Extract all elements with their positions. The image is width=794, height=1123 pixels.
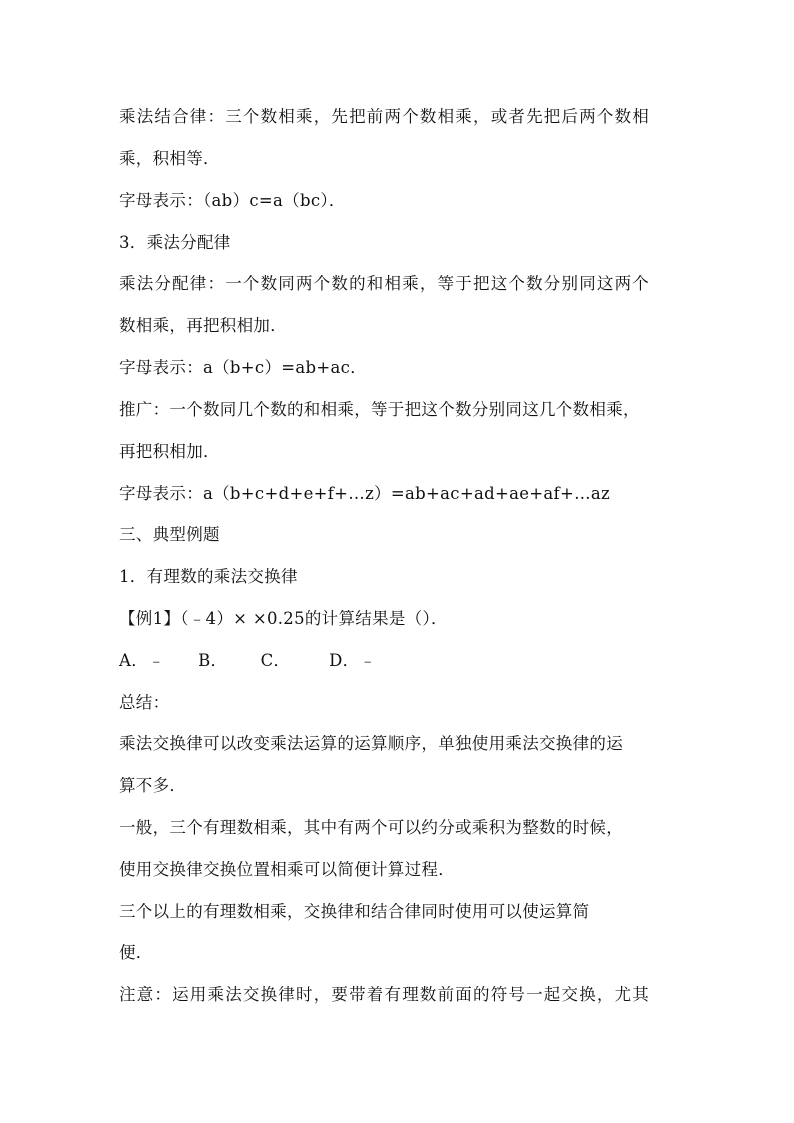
text-line-associative-law: 乘法结合律：三个数相乘，先把前两个数相乘，或者先把后两个数相 — [119, 107, 650, 126]
section-heading-examples: 三、典型例题 — [119, 525, 220, 544]
text-line-generalization-cont: 再把积相加． — [119, 442, 220, 461]
text-line-summary-3: 三个以上的有理数相乘，交换律和结合律同时使用可以使运算简 — [119, 902, 590, 921]
text-line-associative-law-cont: 乘，积相等． — [119, 149, 220, 168]
text-line-generalization-formula: 字母表示：a（b+c+d+e+f+…z）=ab+ac+ad+ae+af+…az — [119, 484, 610, 503]
text-line-distributive-formula: 字母表示：a（b+c）=ab+ac． — [119, 358, 367, 377]
text-line-distributive-law-cont: 数相乘，再把积相加． — [119, 316, 287, 335]
section-heading-distributive: 3．乘法分配律 — [119, 233, 231, 252]
text-line-summary-1: 乘法交换律可以改变乘法运算的运算顺序，单独使用乘法交换律的运 — [119, 734, 623, 753]
text-line-summary-2-cont: 使用交换律交换位置相乘可以简便计算过程． — [119, 860, 455, 879]
text-line-associative-formula: 字母表示：（ab）c=a（bc）． — [119, 191, 346, 210]
text-line-distributive-law: 乘法分配律：一个数同两个数的和相乘，等于把这个数分别同这两个 — [119, 274, 650, 293]
text-line-generalization: 推广：一个数同几个数的和相乘，等于把这个数分别同这几个数相乘， — [119, 400, 640, 419]
text-line-summary-1-cont: 算不多． — [119, 776, 187, 795]
subheading-commutative: 1．有理数的乘法交换律 — [119, 567, 298, 586]
text-line-summary-3-cont: 便． — [119, 943, 153, 962]
text-line-summary-2: 一般，三个有理数相乘，其中有两个可以约分或乘积为整数的时候， — [119, 818, 623, 837]
example-1-question: 【例1】（﹣4）× ×0.25的计算结果是（）． — [119, 609, 448, 628]
summary-label: 总结： — [119, 693, 170, 712]
example-1-options: A．﹣ B． C． D．﹣ — [119, 651, 377, 670]
text-line-note: 注意：运用乘法交换律时，要带着有理数前面的符号一起交换，尤其 — [119, 985, 650, 1004]
